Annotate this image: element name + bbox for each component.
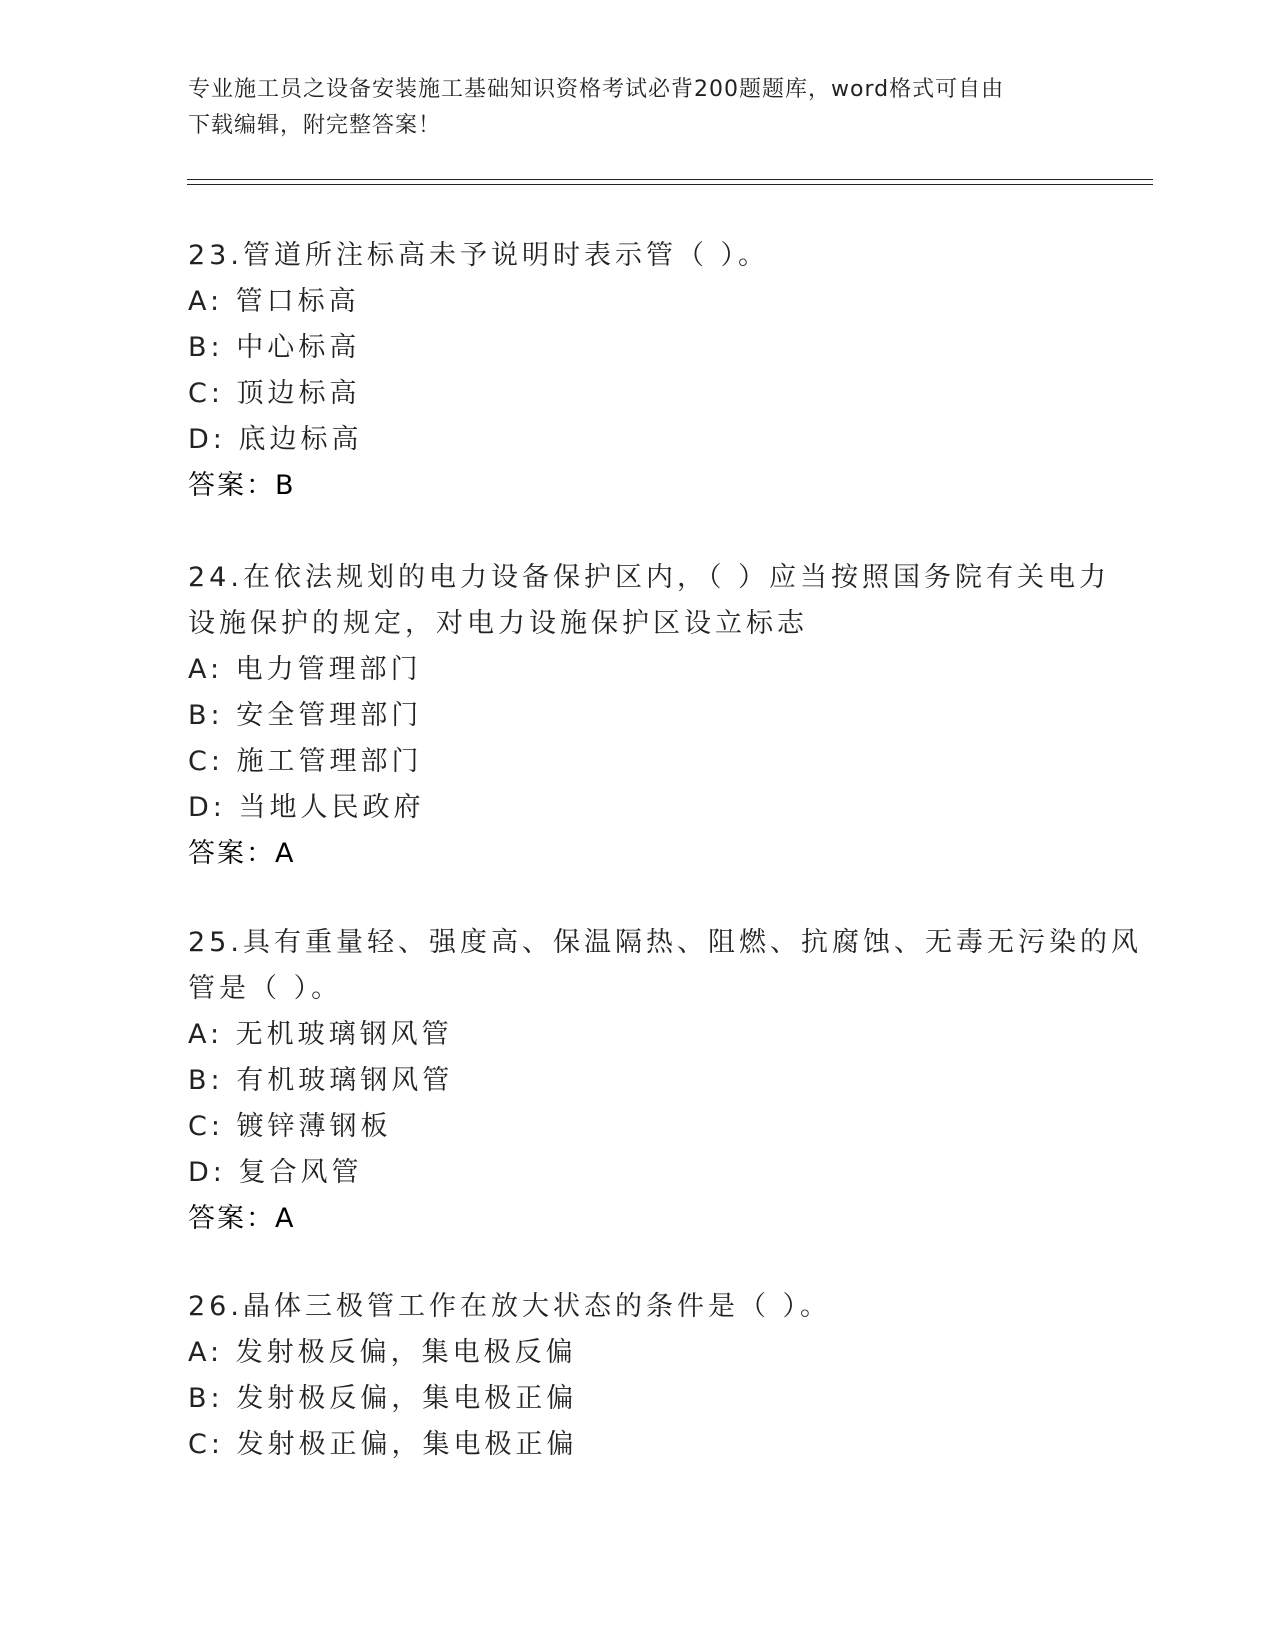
option-c: C: 顶边标高 [188, 378, 361, 409]
question-stem-line-2: 设施保护的规定，对电力设施保护区设立标志 [188, 608, 808, 639]
option-c: C: 镀锌薄钢板 [188, 1111, 392, 1142]
option-a: A: 电力管理部门 [188, 654, 422, 685]
option-c: C: 发射极正偏，集电极正偏 [188, 1429, 578, 1460]
option-a: A: 无机玻璃钢风管 [188, 1019, 453, 1050]
header-line-1: 专业施工员之设备安装施工基础知识资格考试必背200题题库，word格式可自由 [188, 77, 1005, 102]
option-b: B: 有机玻璃钢风管 [188, 1065, 454, 1096]
option-b: B: 中心标高 [188, 332, 361, 363]
option-a: A: 管口标高 [188, 286, 360, 317]
option-d: D: 底边标高 [188, 424, 363, 455]
question-stem: 26.晶体三极管工作在放大状态的条件是（ ）。 [188, 1291, 832, 1322]
header-divider-bottom [187, 184, 1153, 185]
question-stem-line-1: 24.在依法规划的电力设备保护区内，（ ）应当按照国务院有关电力 [188, 562, 1111, 593]
option-c: C: 施工管理部门 [188, 746, 423, 777]
option-b: B: 发射极反偏，集电极正偏 [188, 1383, 578, 1414]
option-b: B: 安全管理部门 [188, 700, 423, 731]
option-d: D: 复合风管 [188, 1157, 363, 1188]
option-d: D: 当地人民政府 [188, 792, 425, 823]
header-divider-top [187, 179, 1153, 180]
header-line-2: 下载编辑，附完整答案！ [188, 113, 442, 138]
answer: 答案：B [188, 470, 296, 501]
question-stem: 23.管道所注标高未予说明时表示管（ ）。 [188, 240, 770, 271]
question-stem-line-2: 管是（ ）。 [188, 973, 343, 1004]
question-stem-line-1: 25.具有重量轻、强度高、保温隔热、阻燃、抗腐蚀、无毒无污染的风 [188, 927, 1142, 958]
question-23 [188, 233, 1088, 509]
question-26 [188, 1284, 1088, 1468]
question-24 [188, 555, 1111, 877]
answer: 答案：A [188, 838, 296, 869]
document-header [188, 72, 1088, 144]
question-25 [188, 920, 1142, 1242]
answer: 答案：A [188, 1203, 296, 1234]
option-a: A: 发射极反偏，集电极反偏 [188, 1337, 577, 1368]
